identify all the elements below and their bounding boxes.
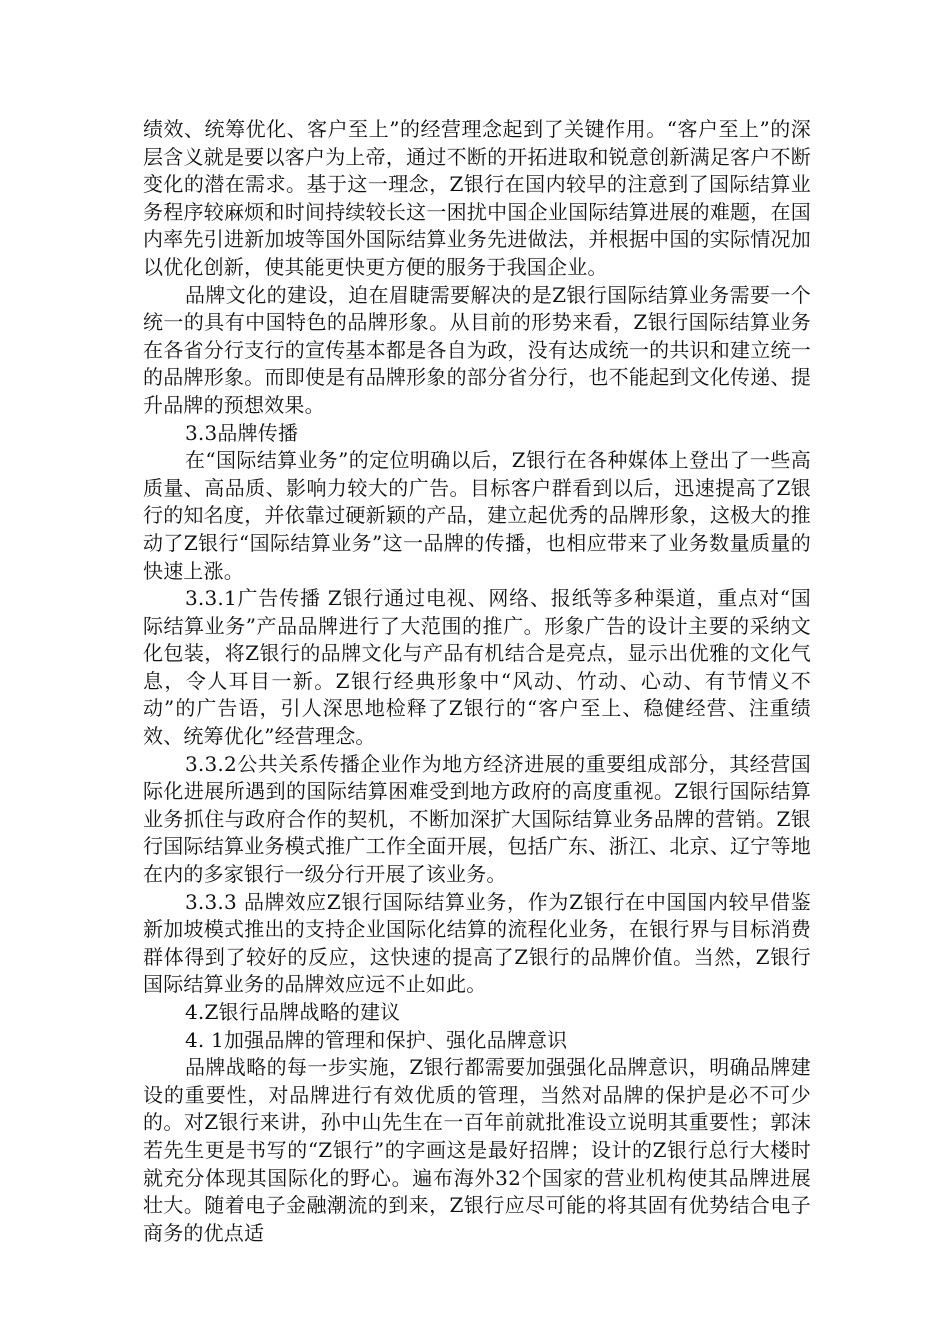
paragraph-brand-culture: 品牌文化的建设，迫在眉睫需要解决的是Z银行国际结算业务需要一个统一的具有中国特色的品牌形象。从目前的形势来看，Z银行国际结算业务在各省分行支行的宣传基本都是各自为政，没有达成统一的共识和建立统一的品牌形象。而即使是有品牌形象的部分省分行，也不能起到文化传递、提升品牌的预想效果。 [143,282,811,417]
paragraph-3-3-1: 3.3.1广告传播 Z银行通过电视、网络、报纸等多种渠道，重点对“国际结算业务”产品品牌进行了大范围的推广。形象广告的设计主要的采纳文化包装，将Z银行的品牌文化与产品有机结合是亮点，显示出优雅的文化气息，令人耳目一新。Z银行经典形象中“风动、竹动、心动、有节情义不动”的广告语，引人深思地检释了Z银行的“客户至上、稳健经营、注重绩效、统筹优化”经营理念。 [143,586,811,749]
paragraph-3-3-3: 3.3.3 品牌效应Z银行国际结算业务，作为Z银行在中国国内较早借鉴新加坡模式推出的支持企业国际化结算的流程化业务，在银行界与目标消费群体得到了较好的反应，这快速的提高了Z银行的品牌价值。当然，Z银行国际结算业务的品牌效应远不止如此。 [143,889,811,997]
document-body [143,116,811,1247]
paragraph-brand-strategy: 品牌战略的每一步实施，Z银行都需要加强强化品牌意识，明确品牌建设的重要性，对品牌进行有效优质的管理，当然对品牌的保护是必不可少的。对Z银行来讲，孙中山先生在一百年前就批准设立说明其重要性；郭沫若先生更是书写的“Z银行”的字画这是最好招牌；设计的Z银行总行大楼时就充分体现其国际化的野心。遍布海外32个国家的营业机构使其品牌进展壮大。随着电子金融潮流的到来，Z银行应尽可能的将其固有优势结合电子商务的优点适 [143,1055,811,1245]
paragraph-positioning: 在“国际结算业务”的定位明确以后，Z银行在各种媒体上登出了一些高质量、高品质、影响力较大的广告。目标客户群看到以后，迅速提高了Z银行的知名度，并依靠过硬新颖的产品，建立起优秀的品牌形象，这极大的推动了Z银行“国际结算业务”这一品牌的传播，也相应带来了业务数量质量的快速上涨。 [143,448,811,583]
section-heading-4: 4.Z银行品牌战略的建议 [185,1000,401,1024]
section-heading-4-1: 4. 1加强品牌的管理和保护、强化品牌意识 [185,1027,568,1052]
section-heading-3-3: 3.3品牌传播 [185,420,299,445]
paragraph-3-3-2: 3.3.2公共关系传播企业作为地方经济进展的重要组成部分，其经营国际化进展所遇到的国际结算困难受到地方政府的高度重视。Z银行国际结算业务抓住与政府合作的契机，不断加深扩大国际结算业务品牌的营销。Z银行国际结算业务模式推广工作全面开展，包括广东、浙江、北京、辽宁等地在内的多家银行一级分行开展了该业务。 [143,751,811,887]
paragraph-continuation: 绩效、统筹优化、客户至上”的经营理念起到了关键作用。“客户至上”的深层含义就是要以客户为上帝，通过不断的开拓进取和锐意创新满足客户不断变化的潜在需求。基于这一理念，Z银行在国内较早的注意到了国际结算业务程序较麻烦和时间持续较长这一困扰中国企业国际结算进展的难题，在国内率先引进新加坡等国外国际结算业务先进做法，并根据中国的实际情况加以优化创新，使其能更快更方便的服务于我国企业。 [143,117,811,279]
